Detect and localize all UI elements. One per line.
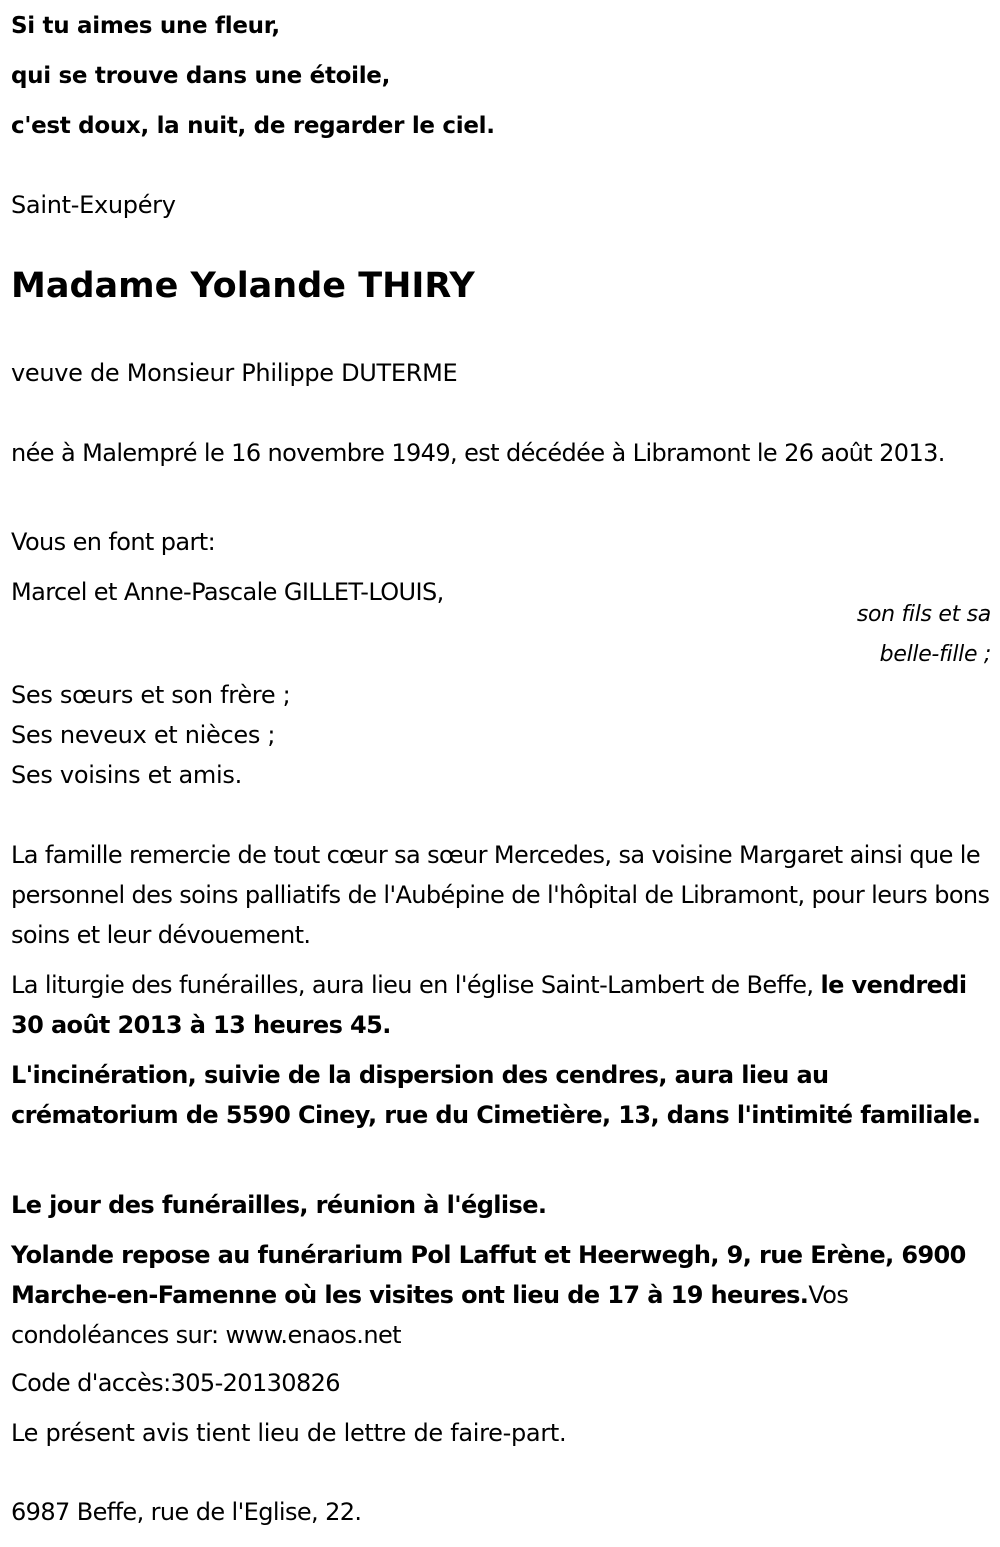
- notice-text: Le présent avis tient lieu de lettre de faire-part.: [11, 1419, 567, 1447]
- spouse-line: veuve de Monsieur Philippe DUTERME: [11, 359, 458, 387]
- epigraph-line-3: c'est doux, la nuit, de regarder le ciel.: [11, 113, 495, 139]
- funerarium-paragraph: [11, 1235, 991, 1355]
- address-line: 6987 Beffe, rue de l'Eglise, 22.: [11, 1498, 362, 1526]
- family-member-relation-1: son fils et sa: [856, 602, 991, 627]
- condolences-text[interactable]: Vos condoléances sur: www.enaos.net: [11, 1281, 849, 1349]
- announcement-intro: Vous en font part:: [11, 528, 216, 556]
- thanks-paragraph: La famille remercie de tout cœur sa sœur Mercedes, sa voisine Margaret ainsi que le personnel des soins palliatifs de l'Aubépine de l'hôpital de Libramont, pour leurs bons soins et leur dévouement.: [11, 841, 990, 949]
- birth-death-paragraph: née à Malempré le 16 novembre 1949, est décédée à Libramont le 26 août 2013.: [11, 439, 945, 467]
- cremation-paragraph: L'incinération, suivie de la dispersion des cendres, aura lieu au crématorium de 5590 Ciney, rue du Cimetière, 13, dans l'intimité familiale.: [11, 1061, 981, 1129]
- epigraph-line-2: qui se trouve dans une étoile,: [11, 63, 391, 89]
- relatives-line-3: Ses voisins et amis.: [11, 761, 242, 789]
- relatives-line-2: Ses neveux et nièces ;: [11, 721, 276, 749]
- relatives-line-1: Ses sœurs et son frère ;: [11, 681, 291, 709]
- funerarium-text: Yolande repose au funérarium Pol Laffut et Heerwegh, 9, rue Erène, 6900 Marche-en-Famenne où les visites ont lieu de 17 à 19 heures.: [11, 1241, 966, 1309]
- liturgy-paragraph: [11, 965, 991, 1045]
- epigraph-author: Saint-Exupéry: [11, 191, 176, 219]
- family-member-name: Marcel et Anne-Pascale GILLET-LOUIS,: [11, 578, 444, 606]
- family-member-relation-2: belle-fille ;: [879, 642, 991, 667]
- access-code: Code d'accès:305-20130826: [11, 1369, 340, 1397]
- epigraph-line-1: Si tu aimes une fleur,: [11, 13, 280, 39]
- deceased-name: Madame Yolande THIRY: [11, 266, 475, 306]
- liturgy-date: le vendredi 30 août 2013 à 13 heures 45.: [11, 971, 967, 1039]
- meeting-paragraph: Le jour des funérailles, réunion à l'église.: [11, 1191, 547, 1219]
- liturgy-text: La liturgie des funérailles, aura lieu en l'église Saint-Lambert de Beffe,: [11, 971, 821, 999]
